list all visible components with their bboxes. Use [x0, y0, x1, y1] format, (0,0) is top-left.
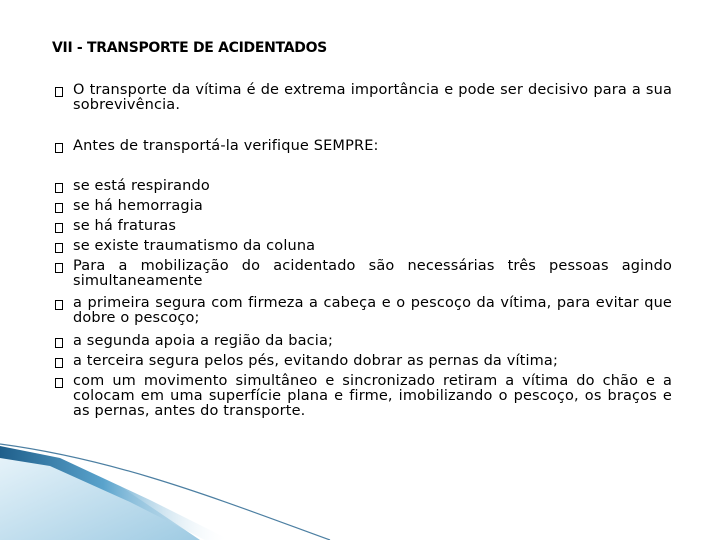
list-item-text: Antes de transportá-la verifique SEMPRE:	[73, 138, 379, 154]
list-item	[55, 179, 672, 195]
list-item	[55, 334, 672, 350]
list-item-text: a segunda apoia a região da bacia;	[73, 333, 334, 349]
bullet-icon	[55, 243, 63, 253]
bullet-icon	[55, 358, 63, 368]
page-title: VII - TRANSPORTE DE ACIDENTADOS	[52, 40, 327, 56]
list-item-text: com um movimento simultâneo e sincronizado retiram a vítima do chão e a colocam em uma superfície plana e firme, imobilizando o pescoço, os braços e as pernas, antes do transporte.	[73, 373, 672, 419]
bullet-icon	[55, 203, 63, 213]
bullet-icon	[55, 87, 63, 97]
list-item-text: se há fraturas	[73, 218, 177, 234]
list-item-text: O transporte da vítima é de extrema importância e pode ser decisivo para a sua sobrevivência.	[73, 82, 672, 113]
bullet-icon	[55, 300, 63, 310]
list-item	[55, 354, 672, 370]
bullet-icon	[55, 143, 63, 153]
list-item-text: se está respirando	[73, 178, 210, 194]
list-item	[55, 199, 672, 215]
list-item	[55, 139, 672, 155]
list-item	[55, 219, 672, 235]
list-item	[55, 296, 672, 326]
bullet-icon	[55, 378, 63, 388]
list-item-text: se existe traumatismo da coluna	[73, 238, 316, 254]
list-item	[55, 239, 672, 255]
bullet-icon	[55, 183, 63, 193]
list-item-text: Para a mobilização do acidentado são necessárias três pessoas agindo simultaneamente	[73, 258, 672, 289]
bullet-icon	[55, 223, 63, 233]
list-item-text: a primeira segura com firmeza a cabeça e o pescoço da vítima, para evitar que dobre o pescoço;	[73, 295, 672, 326]
list-item-text: a terceira segura pelos pés, evitando dobrar as pernas da vítima;	[73, 353, 558, 369]
bullet-icon	[55, 338, 63, 348]
list-item	[55, 259, 672, 289]
list-item-text: se há hemorragia	[73, 198, 203, 214]
bullet-icon	[55, 263, 63, 273]
decorative-swoosh	[0, 440, 720, 540]
list-item	[55, 83, 672, 115]
list-item	[55, 374, 672, 422]
